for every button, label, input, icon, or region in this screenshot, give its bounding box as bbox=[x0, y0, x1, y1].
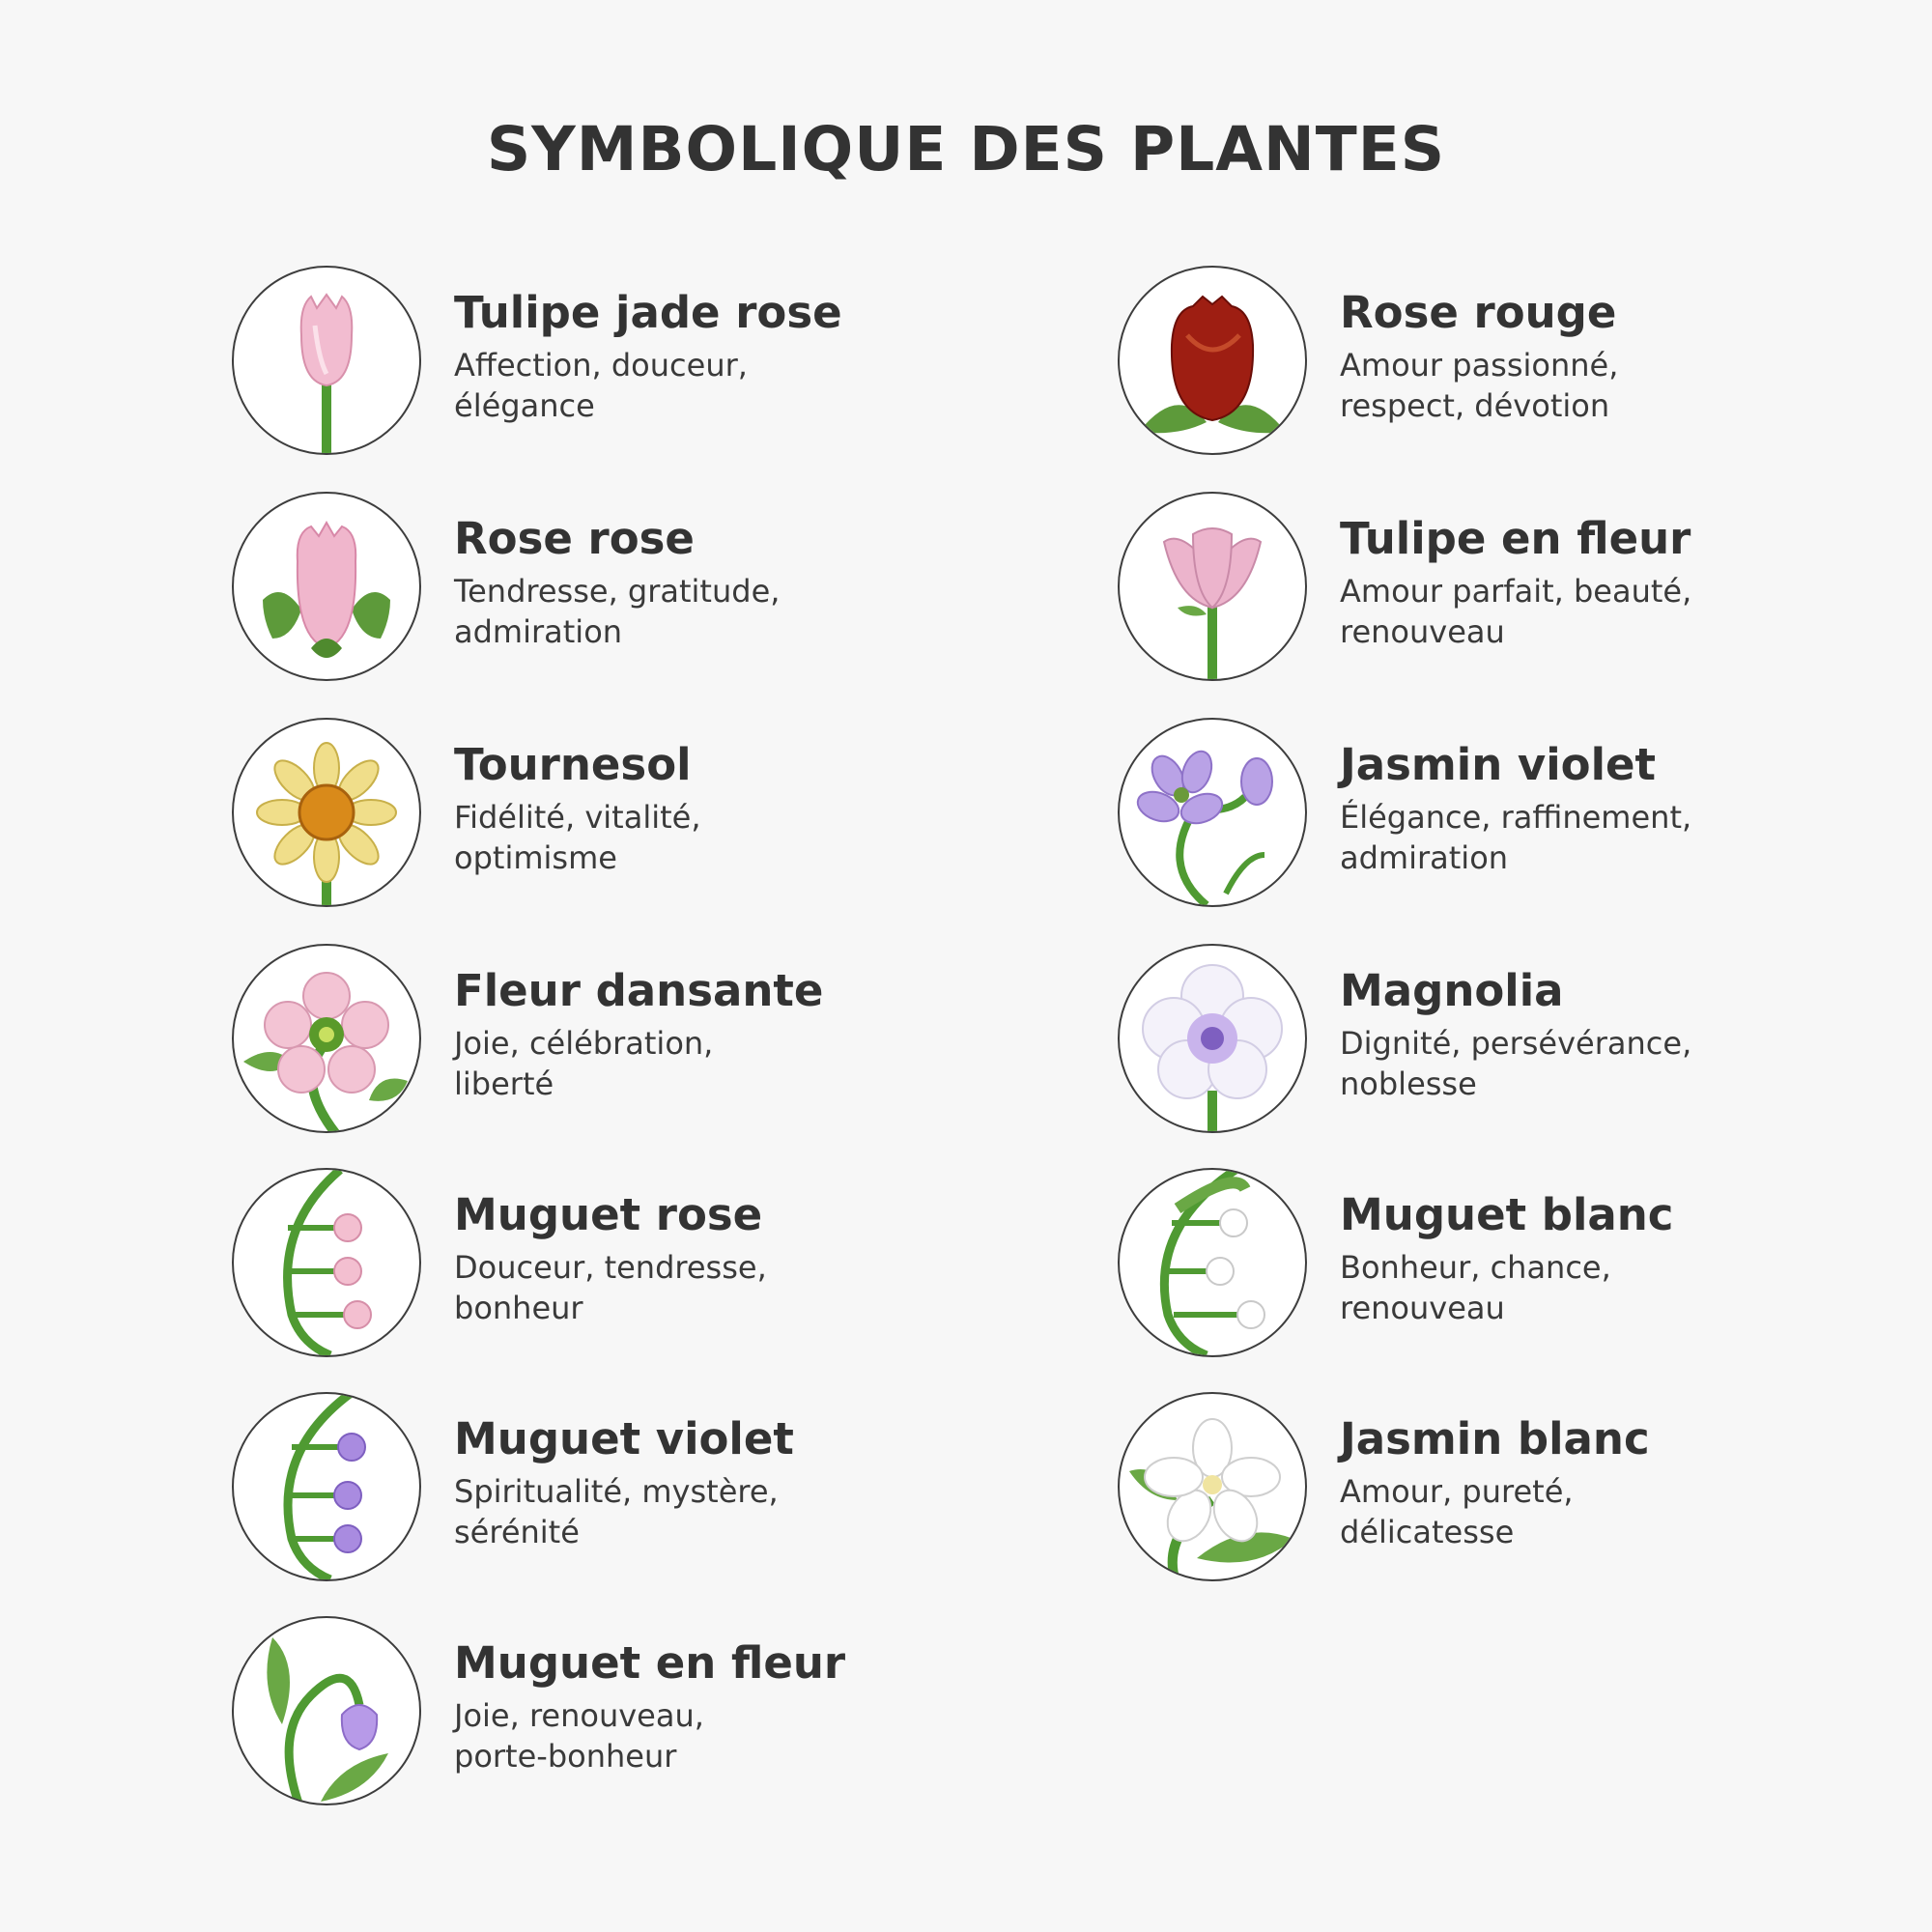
plant-name: Rose rouge bbox=[1340, 287, 1617, 338]
pink-tulip-icon bbox=[232, 266, 421, 455]
pink-lily-of-valley-icon bbox=[232, 1168, 421, 1357]
plant-item-jasmin-violet bbox=[1118, 718, 1852, 911]
plant-item-tournesol bbox=[232, 718, 966, 911]
plant-description: Élégance, raffinement, admiration bbox=[1340, 799, 1692, 876]
white-jasmine-icon bbox=[1118, 1392, 1307, 1581]
plant-description: Spiritualité, mystère, sérénité bbox=[454, 1473, 779, 1550]
plant-name: Muguet en fleur bbox=[454, 1637, 846, 1689]
plant-name: Muguet rose bbox=[454, 1189, 763, 1240]
plant-description: Amour parfait, beauté, renouveau bbox=[1340, 573, 1692, 650]
plant-description: Douceur, tendresse, bonheur bbox=[454, 1249, 767, 1326]
plant-item-muguet-rose bbox=[232, 1168, 966, 1361]
plant-item-muguet-en-fleur bbox=[232, 1616, 966, 1809]
plant-description: Joie, célébration, liberté bbox=[454, 1025, 714, 1102]
sunflower-icon bbox=[232, 718, 421, 907]
plant-description: Joie, renouveau, porte-bonheur bbox=[454, 1697, 704, 1775]
plant-description: Bonheur, chance, renouveau bbox=[1340, 1249, 1611, 1326]
plant-item-jasmin-blanc bbox=[1118, 1392, 1852, 1585]
blooming-tulip-icon bbox=[1118, 492, 1307, 681]
plant-name: Tulipe en fleur bbox=[1340, 513, 1691, 564]
white-lily-of-valley-icon bbox=[1118, 1168, 1307, 1357]
plant-name: Fleur dansante bbox=[454, 965, 824, 1016]
plant-item-rose-rouge bbox=[1118, 266, 1852, 459]
plant-name: Jasmin violet bbox=[1340, 739, 1657, 790]
purple-jasmine-icon bbox=[1118, 718, 1307, 907]
plant-name: Tulipe jade rose bbox=[454, 287, 842, 338]
purple-lily-of-valley-icon bbox=[232, 1392, 421, 1581]
plant-item-fleur-dansante bbox=[232, 944, 966, 1137]
magnolia-icon bbox=[1118, 944, 1307, 1133]
plant-name: Magnolia bbox=[1340, 965, 1564, 1016]
plant-name: Muguet violet bbox=[454, 1413, 794, 1464]
plant-item-tulipe-en-fleur bbox=[1118, 492, 1852, 685]
plant-item-magnolia bbox=[1118, 944, 1852, 1137]
plant-description: Dignité, persévérance, noblesse bbox=[1340, 1025, 1692, 1102]
pink-rose-icon bbox=[232, 492, 421, 681]
plant-description: Amour passionné, respect, dévotion bbox=[1340, 347, 1619, 424]
page-title: SYMBOLIQUE DES PLANTES bbox=[486, 114, 1446, 185]
plant-name: Tournesol bbox=[454, 739, 692, 790]
plant-name: Jasmin blanc bbox=[1340, 1413, 1650, 1464]
plant-item-muguet-blanc bbox=[1118, 1168, 1852, 1361]
plant-description: Fidélité, vitalité, optimisme bbox=[454, 799, 701, 876]
plant-item-tulipe-jade-rose bbox=[232, 266, 966, 459]
plant-description: Tendresse, gratitude, admiration bbox=[454, 573, 781, 650]
dancing-flower-icon bbox=[232, 944, 421, 1133]
plant-description: Amour, pureté, délicatesse bbox=[1340, 1473, 1574, 1550]
plant-name: Rose rose bbox=[454, 513, 695, 564]
plant-name: Muguet blanc bbox=[1340, 1189, 1674, 1240]
red-rose-icon bbox=[1118, 266, 1307, 455]
plant-item-muguet-violet bbox=[232, 1392, 966, 1585]
plant-item-rose-rose bbox=[232, 492, 966, 685]
blooming-lily-of-valley-icon bbox=[232, 1616, 421, 1805]
plant-description: Affection, douceur, élégance bbox=[454, 347, 748, 424]
